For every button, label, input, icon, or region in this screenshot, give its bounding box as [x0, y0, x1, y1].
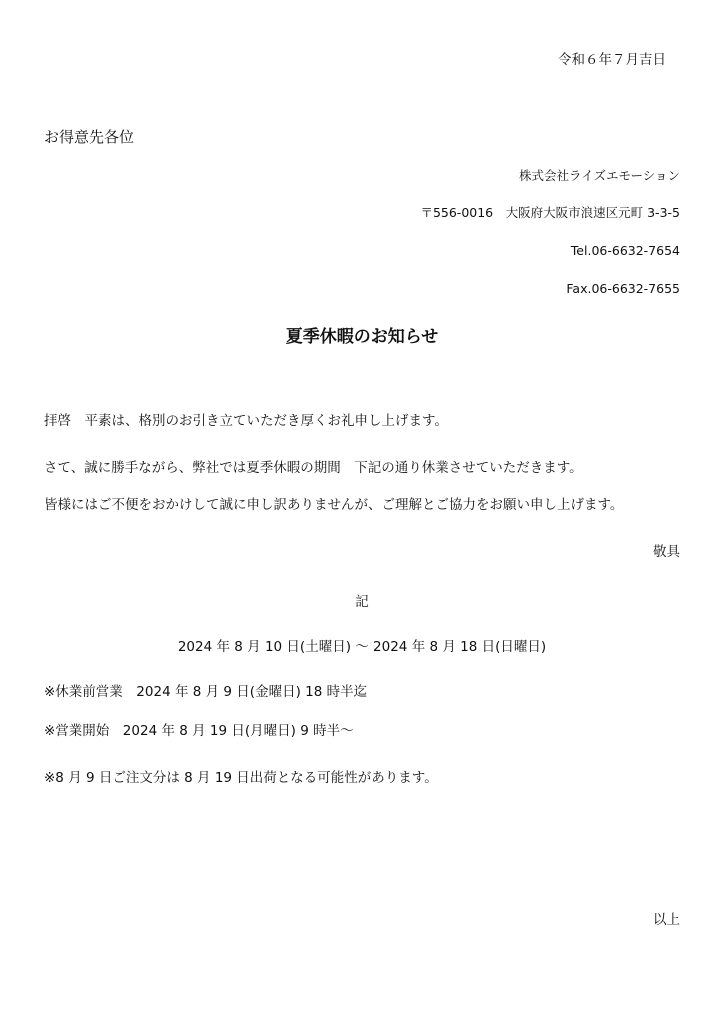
body-paragraph: 拝啓 平素は、格別のお引き立ていただき厚くお礼申し上げます。: [44, 413, 448, 429]
body-paragraph: さて、誠に勝手ながら、弊社では夏季休暇の期間 下記の通り休業させていただきます。: [44, 460, 583, 476]
letter-date: 令和６年７月吉日: [558, 52, 666, 68]
recipient: お得意先各位: [44, 128, 135, 146]
notice-title: 夏季休暇のお知らせ: [285, 327, 439, 347]
sender-address: 〒556-0016 大阪府大阪市浪速区元町 3-3-5: [420, 205, 680, 220]
body-paragraph: 皆様にはご不便をおかけして誠に申し訳ありませんが、ご理解とご協力をお願い申し上げます。: [44, 497, 624, 513]
note-item: ※8 月 9 日ご注文分は 8 月 19 日出荷となる可能性があります。: [44, 770, 438, 786]
sender-tel: Tel.06-6632-7654: [570, 243, 680, 258]
ki-heading: 記: [355, 594, 369, 610]
sender-company: 株式会社ライズエモーション: [518, 168, 680, 183]
closing-keigu: 敬具: [653, 544, 680, 560]
sender-fax: Fax.06-6632-7655: [566, 281, 680, 296]
holiday-period: 2024 年 8 月 10 日(土曜日) ～ 2024 年 8 月 18 日(日曜日): [177, 639, 547, 655]
note-item: ※休業前営業 2024 年 8 月 9 日(金曜日) 18 時半迄: [44, 684, 368, 700]
closing-ijou: 以上: [653, 912, 680, 928]
note-item: ※営業開始 2024 年 8 月 19 日(月曜日) 9 時半～: [44, 723, 354, 739]
